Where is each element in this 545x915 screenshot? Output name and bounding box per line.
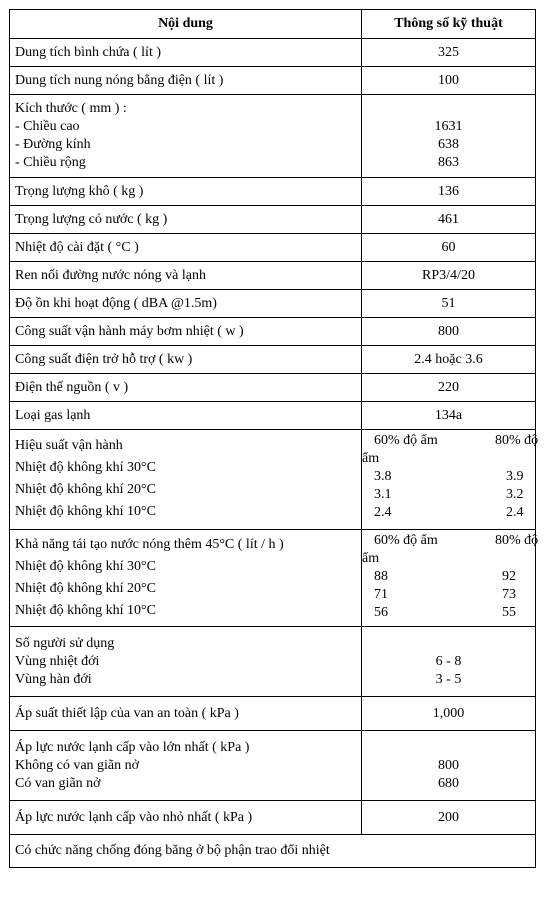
row-sub-item: Có van giãn nở	[15, 776, 101, 791]
row-value: 1631	[434, 119, 463, 134]
row-label: Độ ồn khi hoạt động ( dBA @1.5m)	[10, 290, 362, 318]
cell-value: 3.1	[374, 487, 392, 502]
table-row	[10, 731, 536, 801]
row-label-group	[10, 731, 362, 801]
row-label-group	[10, 95, 362, 178]
row-label-group	[10, 430, 362, 530]
row-sub-item: Nhiệt độ không khí 10°C	[15, 603, 156, 618]
row-value: 51	[362, 290, 536, 318]
row-sub-item: Nhiệt độ không khí 30°C	[15, 559, 156, 574]
row-title: Kích thước ( mm ) :	[15, 101, 127, 116]
table-row	[10, 67, 536, 95]
row-label: Điện thế nguồn ( v )	[10, 374, 362, 402]
row-label: Áp suất thiết lập của van an toàn ( kPa )	[10, 697, 362, 731]
row-label-group	[10, 627, 362, 697]
humidity-80-header-wrap: ẩm	[362, 451, 380, 466]
row-value: 1,000	[362, 697, 536, 731]
cell-value: 92	[502, 569, 516, 584]
table-row	[10, 374, 536, 402]
humidity-80-header: 80% độ	[495, 533, 539, 548]
table-row	[10, 39, 536, 67]
row-title: Áp lực nước lạnh cấp vào lớn nhất ( kPa )	[15, 740, 250, 755]
table-row	[10, 430, 536, 530]
cell-value: 73	[502, 587, 516, 602]
cell-value: 71	[374, 587, 388, 602]
row-value: 461	[362, 206, 536, 234]
row-value: 863	[438, 155, 459, 170]
table-row	[10, 262, 536, 290]
humidity-80-header-wrap: ẩm	[362, 551, 380, 566]
humidity-80-header: 80% độ	[495, 433, 539, 448]
cell-value: 3.8	[374, 469, 392, 484]
row-label: Trọng lượng có nước ( kg )	[10, 206, 362, 234]
row-sub-item: - Chiều rộng	[15, 155, 86, 170]
row-value: 638	[438, 137, 459, 152]
row-sub-item: Nhiệt độ không khí 30°C	[15, 460, 156, 475]
header-row	[10, 10, 536, 39]
row-label: Nhiệt độ cài đặt ( °C )	[10, 234, 362, 262]
humidity-60-header: 60% độ ẩm	[374, 433, 438, 448]
row-value-group	[362, 430, 539, 530]
row-value-group	[362, 95, 536, 178]
row-title: Hiệu suất vận hành	[15, 438, 123, 453]
cell-value: 56	[374, 605, 388, 620]
table-row	[10, 835, 536, 868]
row-value: 220	[362, 374, 536, 402]
cell-value: 2.4	[374, 505, 392, 520]
row-sub-item: Vùng hàn đới	[15, 672, 92, 687]
row-sub-item: Nhiệt độ không khí 10°C	[15, 504, 156, 519]
header-spec: Thông số kỹ thuật	[362, 10, 536, 39]
row-label: Dung tích nung nóng bằng điện ( lít )	[10, 67, 362, 95]
row-sub-item: Không có van giãn nở	[15, 758, 140, 773]
header-content: Nội dung	[10, 10, 362, 39]
row-value-group	[362, 731, 536, 801]
row-label: Công suất điện trở hỗ trợ ( kw )	[10, 346, 362, 374]
row-label: Áp lực nước lạnh cấp vào nhỏ nhất ( kPa )	[10, 801, 362, 835]
row-value: 100	[362, 67, 536, 95]
table-row	[10, 95, 536, 178]
antifreeze-note: Có chức năng chống đóng băng ở bộ phận trao đổi nhiệt	[10, 835, 536, 868]
row-title: Khả năng tái tạo nước nóng thêm 45°C ( lít / h )	[15, 537, 284, 552]
cell-value: 3.2	[506, 487, 524, 502]
row-value: 6 - 8	[435, 654, 462, 669]
table-row	[10, 402, 536, 430]
row-title: Số người sử dụng	[15, 636, 115, 651]
row-label: Dung tích bình chứa ( lít )	[10, 39, 362, 67]
row-label: Ren nối đường nước nóng và lạnh	[10, 262, 362, 290]
cell-value: 88	[374, 569, 388, 584]
row-value: RP3/4/20	[362, 262, 536, 290]
row-value-group	[362, 627, 536, 697]
row-value: 60	[362, 234, 536, 262]
table-row	[10, 318, 536, 346]
row-sub-item: - Đường kính	[15, 137, 91, 152]
table-row	[10, 627, 536, 697]
cell-value: 3.9	[506, 469, 524, 484]
row-value: 325	[362, 39, 536, 67]
humidity-60-header: 60% độ ẩm	[374, 533, 438, 548]
row-label: Loại gas lạnh	[10, 402, 362, 430]
row-sub-item: Nhiệt độ không khí 20°C	[15, 482, 156, 497]
table-row	[10, 530, 536, 627]
row-label-group	[10, 530, 362, 627]
table-row	[10, 178, 536, 206]
table-row	[10, 697, 536, 731]
row-value: 800	[438, 758, 459, 773]
table-row	[10, 801, 536, 835]
row-sub-item: Nhiệt độ không khí 20°C	[15, 581, 156, 596]
cell-value: 2.4	[506, 505, 524, 520]
table-row	[10, 206, 536, 234]
table-row	[10, 290, 536, 318]
row-value: 2.4 hoặc 3.6	[362, 346, 536, 374]
row-value: 800	[362, 318, 536, 346]
row-label: Trọng lượng khô ( kg )	[10, 178, 362, 206]
row-value: 136	[362, 178, 536, 206]
cell-value: 55	[502, 605, 516, 620]
row-value-group	[362, 530, 539, 627]
row-value: 134a	[362, 402, 536, 430]
row-value: 3 - 5	[435, 672, 462, 687]
row-value: 680	[438, 776, 459, 791]
table-row	[10, 346, 536, 374]
row-value: 200	[362, 801, 536, 835]
row-sub-item: Vùng nhiệt đới	[15, 654, 100, 669]
spec-table	[9, 9, 539, 868]
table-row	[10, 234, 536, 262]
row-sub-item: - Chiều cao	[15, 119, 80, 134]
row-label: Công suất vận hành máy bơm nhiệt ( w )	[10, 318, 362, 346]
